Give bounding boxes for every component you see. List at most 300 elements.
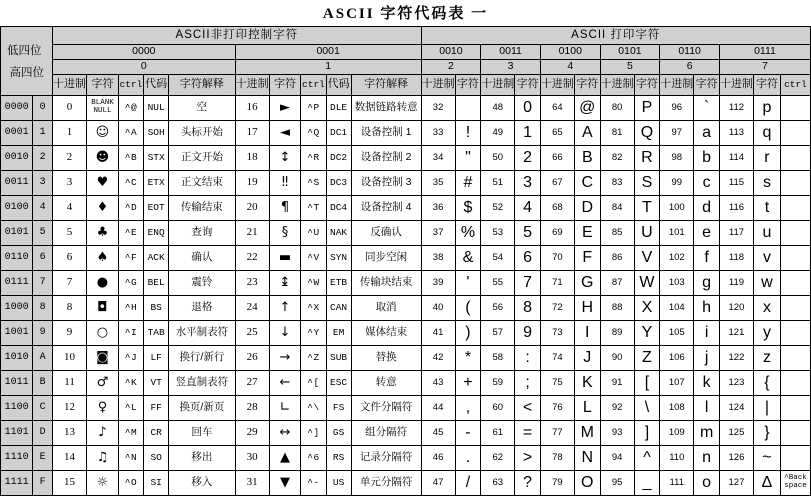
cell-desc-0: 空 [169,96,236,121]
cell-char-0: ◙ [87,346,119,371]
cell-char-5: S [634,171,660,196]
col-decimal-4: 十进制 [540,75,574,96]
cell-char-4: A [574,121,600,146]
table-row [1,471,811,496]
cell-decimal-5: 94 [600,446,634,471]
cell-desc-1: 设备控制 3 [351,171,421,196]
cell-decimal-2: 38 [421,246,455,271]
cell-char-2 [455,96,481,121]
table-row [1,271,811,296]
cell-char-6: g [694,271,720,296]
cell-char-6: d [694,196,720,221]
cell-char-4: @ [574,96,600,121]
row-binary-label: 0011 [1,171,33,196]
group-digit-6: 6 [660,60,720,75]
cell-char-7: u [753,221,780,246]
cell-char-0: ♀ [87,396,119,421]
row-binary-label: 1001 [1,321,33,346]
cell-decimal-0: 7 [53,271,87,296]
cell-desc-1: 替换 [351,346,421,371]
corner-cell [1,27,53,96]
group-binary-3: 0011 [481,45,541,60]
cell-char-5: U [634,221,660,246]
cell-char-0: ♦ [87,196,119,221]
cell-ctrl-0: ^J [118,346,143,371]
cell-decimal-1: 16 [235,96,269,121]
cell-decimal-3: 58 [481,346,515,371]
cell-char-7: ∆ [753,471,780,496]
cell-decimal-0: 4 [53,196,87,221]
high-bits-label: 高四位 [9,67,45,79]
group-binary-4: 0100 [540,45,600,60]
cell-ctrl-1: ^[ [301,371,326,396]
cell-decimal-5: 82 [600,146,634,171]
cell-decimal-0: 6 [53,246,87,271]
col-ctrl-7: ctrl [780,75,810,96]
cell-decimal-0: 8 [53,296,87,321]
ascii-code-table [0,26,811,496]
cell-decimal-7: 123 [719,371,753,396]
cell-ctrl-7 [780,221,810,246]
cell-code-1: NAK [326,221,351,246]
cell-desc-1: 文件分隔符 [351,396,421,421]
cell-decimal-1: 29 [235,421,269,446]
cell-char-1: → [269,346,301,371]
cell-char-5: Q [634,121,660,146]
cell-decimal-2: 36 [421,196,455,221]
cell-char-4: G [574,271,600,296]
cell-decimal-5: 95 [600,471,634,496]
cell-decimal-1: 17 [235,121,269,146]
cell-decimal-2: 39 [421,271,455,296]
cell-code-0: BEL [144,271,169,296]
cell-char-0: ☺ [87,121,119,146]
cell-decimal-6: 111 [660,471,694,496]
cell-decimal-4: 65 [540,121,574,146]
cell-decimal-3: 51 [481,171,515,196]
cell-char-3: 9 [515,321,541,346]
cell-code-1: US [326,471,351,496]
cell-char-0: ◘ [87,296,119,321]
cell-desc-1: 转意 [351,371,421,396]
cell-char-2: & [455,246,481,271]
row-hex-label: 1 [33,121,53,146]
cell-char-1: ↑ [269,296,301,321]
cell-ctrl-7 [780,296,810,321]
cell-decimal-7: 113 [719,121,753,146]
cell-desc-1: 设备控制 4 [351,196,421,221]
cell-decimal-0: 12 [53,396,87,421]
cell-char-2: , [455,396,481,421]
table-row [1,246,811,271]
cell-decimal-1: 18 [235,146,269,171]
cell-char-5: W [634,271,660,296]
cell-char-3: 7 [515,271,541,296]
cell-decimal-2: 42 [421,346,455,371]
cell-char-4: M [574,421,600,446]
cell-code-1: ETB [326,271,351,296]
cell-desc-0: 水平制表符 [169,321,236,346]
cell-decimal-5: 89 [600,321,634,346]
cell-char-6: m [694,421,720,446]
cell-desc-1: 反确认 [351,221,421,246]
cell-code-0: NUL [144,96,169,121]
col-char-6: 字符 [694,75,720,96]
cell-decimal-7: 127 [719,471,753,496]
cell-decimal-4: 66 [540,146,574,171]
cell-code-0: ETX [144,171,169,196]
row-hex-label: F [33,471,53,496]
cell-decimal-3: 48 [481,96,515,121]
cell-char-4: F [574,246,600,271]
cell-ctrl-0: ^K [118,371,143,396]
cell-decimal-1: 25 [235,321,269,346]
group-binary-2: 0010 [421,45,481,60]
cell-char-0: ♫ [87,446,119,471]
cell-decimal-1: 30 [235,446,269,471]
cell-decimal-5: 90 [600,346,634,371]
group-binary-1: 0001 [235,45,421,60]
row-binary-label: 0110 [1,246,33,271]
cell-char-1: ¶ [269,196,301,221]
cell-char-5: Z [634,346,660,371]
cell-desc-0: 移入 [169,471,236,496]
cell-ctrl-0: ^I [118,321,143,346]
cell-decimal-1: 20 [235,196,269,221]
cell-decimal-4: 71 [540,271,574,296]
cell-code-1: DC2 [326,146,351,171]
table-row [1,371,811,396]
cell-ctrl-0: ^D [118,196,143,221]
cell-decimal-3: 52 [481,196,515,221]
col-char-4: 字符 [574,75,600,96]
col-decimal-7: 十进制 [719,75,753,96]
cell-char-4: K [574,371,600,396]
table-row [1,96,811,121]
cell-char-0: ♠ [87,246,119,271]
cell-decimal-0: 2 [53,146,87,171]
row-binary-label: 1000 [1,296,33,321]
row-binary-label: 0100 [1,196,33,221]
cell-code-0: ENQ [144,221,169,246]
row-hex-label: 6 [33,246,53,271]
cell-desc-0: 确认 [169,246,236,271]
cell-decimal-2: 34 [421,146,455,171]
cell-char-1: ► [269,96,301,121]
cell-decimal-0: 15 [53,471,87,496]
cell-code-1: DLE [326,96,351,121]
cell-ctrl-0: ^C [118,171,143,196]
cell-decimal-4: 67 [540,171,574,196]
group-binary-row [1,45,811,60]
cell-decimal-2: 46 [421,446,455,471]
group-digit-1: 1 [235,60,421,75]
row-binary-label: 1100 [1,396,33,421]
cell-char-5: ^ [634,446,660,471]
cell-decimal-7: 120 [719,296,753,321]
group-binary-6: 0110 [660,45,720,60]
cell-char-2: + [455,371,481,396]
cell-ctrl-1: ^W [301,271,326,296]
cell-ctrl-0: ^@ [118,96,143,121]
cell-char-3: 5 [515,221,541,246]
cell-decimal-6: 97 [660,121,694,146]
cell-code-0: ACK [144,246,169,271]
row-hex-label: E [33,446,53,471]
section-nonprintable-label: ASCII非打印控制字符 [53,27,422,45]
cell-char-6: n [694,446,720,471]
cell-decimal-2: 37 [421,221,455,246]
col-decimal-3: 十进制 [481,75,515,96]
cell-char-4: I [574,321,600,346]
col-char-2: 字符 [455,75,481,96]
cell-ctrl-1: ^V [301,246,326,271]
cell-code-1: SYN [326,246,351,271]
group-digit-5: 5 [600,60,660,75]
group-digit-0: 0 [53,60,236,75]
cell-code-1: CAN [326,296,351,321]
cell-char-6: f [694,246,720,271]
cell-decimal-5: 83 [600,171,634,196]
cell-ctrl-1: ^] [301,421,326,446]
cell-decimal-4: 73 [540,321,574,346]
row-binary-label: 0001 [1,121,33,146]
cell-decimal-6: 103 [660,271,694,296]
cell-char-1: ↕ [269,146,301,171]
cell-desc-0: 震铃 [169,271,236,296]
group-digit-2: 2 [421,60,481,75]
cell-desc-0: 竖直制表符 [169,371,236,396]
cell-char-4: J [574,346,600,371]
cell-decimal-1: 21 [235,221,269,246]
cell-desc-1: 传输块结束 [351,271,421,296]
cell-char-7: w [753,271,780,296]
row-hex-label: 4 [33,196,53,221]
cell-char-3: 0 [515,96,541,121]
cell-decimal-4: 76 [540,396,574,421]
cell-decimal-1: 31 [235,471,269,496]
row-hex-label: B [33,371,53,396]
cell-char-7: q [753,121,780,146]
cell-char-4: O [574,471,600,496]
cell-decimal-0: 14 [53,446,87,471]
cell-decimal-5: 87 [600,271,634,296]
cell-decimal-5: 84 [600,196,634,221]
cell-decimal-2: 35 [421,171,455,196]
cell-code-1: RS [326,446,351,471]
cell-char-1: ‼ [269,171,301,196]
col-ctrl-1: ctrl [301,75,326,96]
cell-decimal-6: 109 [660,421,694,446]
cell-decimal-5: 85 [600,221,634,246]
cell-code-0: VT [144,371,169,396]
table-row [1,446,811,471]
col-ctrl-0: ctrl [118,75,143,96]
cell-char-2: . [455,446,481,471]
cell-decimal-7: 114 [719,146,753,171]
cell-desc-1: 取消 [351,296,421,321]
cell-char-6: h [694,296,720,321]
row-binary-label: 0101 [1,221,33,246]
cell-char-0: BLANK NULL [87,96,119,121]
table-row [1,146,811,171]
cell-decimal-3: 62 [481,446,515,471]
cell-code-0: SI [144,471,169,496]
cell-decimal-1: 27 [235,371,269,396]
cell-char-6: a [694,121,720,146]
cell-decimal-3: 53 [481,221,515,246]
cell-decimal-0: 1 [53,121,87,146]
cell-decimal-5: 86 [600,246,634,271]
cell-decimal-0: 13 [53,421,87,446]
cell-ctrl-7 [780,96,810,121]
cell-decimal-4: 79 [540,471,574,496]
cell-ctrl-7 [780,321,810,346]
cell-decimal-1: 19 [235,171,269,196]
cell-char-2: - [455,421,481,446]
cell-char-4: H [574,296,600,321]
cell-ctrl-0: ^E [118,221,143,246]
row-binary-label: 1111 [1,471,33,496]
cell-char-1: ↓ [269,321,301,346]
cell-ctrl-1: ^P [301,96,326,121]
cell-char-1: ▬ [269,246,301,271]
cell-decimal-3: 57 [481,321,515,346]
cell-decimal-3: 60 [481,396,515,421]
cell-char-5: Y [634,321,660,346]
cell-char-5: T [634,196,660,221]
row-hex-label: D [33,421,53,446]
cell-ctrl-7 [780,421,810,446]
cell-char-5: P [634,96,660,121]
cell-ctrl-0: ^L [118,396,143,421]
cell-char-2: ) [455,321,481,346]
low-bits-label: 低四位 [7,44,42,57]
cell-decimal-4: 72 [540,296,574,321]
cell-decimal-3: 63 [481,471,515,496]
cell-desc-1: 媒体结束 [351,321,421,346]
cell-decimal-3: 55 [481,271,515,296]
cell-code-1: GS [326,421,351,446]
cell-char-6: c [694,171,720,196]
cell-char-2: $ [455,196,481,221]
cell-desc-1: 单元分隔符 [351,471,421,496]
cell-code-1: ESC [326,371,351,396]
cell-decimal-3: 54 [481,246,515,271]
cell-desc-1: 记录分隔符 [351,446,421,471]
cell-char-3: ? [515,471,541,496]
cell-ctrl-7 [780,196,810,221]
cell-char-7: y [753,321,780,346]
cell-desc-0: 换行/新行 [169,346,236,371]
cell-char-3: 8 [515,296,541,321]
table-row [1,296,811,321]
cell-desc-0: 传输结束 [169,196,236,221]
cell-char-3: 6 [515,246,541,271]
cell-decimal-1: 28 [235,396,269,421]
cell-char-3: 4 [515,196,541,221]
row-hex-label: 3 [33,171,53,196]
row-hex-label: 8 [33,296,53,321]
group-digit-7: 7 [719,60,810,75]
cell-code-0: BS [144,296,169,321]
cell-char-3: : [515,346,541,371]
cell-decimal-7: 117 [719,221,753,246]
cell-ctrl-0: ^H [118,296,143,321]
cell-decimal-2: 47 [421,471,455,496]
group-binary-5: 0101 [600,45,660,60]
cell-decimal-6: 98 [660,146,694,171]
cell-char-1: ← [269,371,301,396]
cell-code-0: TAB [144,321,169,346]
cell-code-1: DC1 [326,121,351,146]
cell-desc-0: 退格 [169,296,236,321]
cell-decimal-6: 102 [660,246,694,271]
cell-code-0: EOT [144,196,169,221]
cell-ctrl-7 [780,121,810,146]
cell-decimal-7: 121 [719,321,753,346]
cell-char-1: ↔ [269,421,301,446]
cell-char-1: ▲ [269,446,301,471]
cell-ctrl-1: ^U [301,221,326,246]
cell-char-6: i [694,321,720,346]
cell-char-2: ' [455,271,481,296]
cell-char-5: V [634,246,660,271]
cell-code-0: CR [144,421,169,446]
cell-char-7: ~ [753,446,780,471]
cell-decimal-6: 96 [660,96,694,121]
group-digit-4: 4 [540,60,600,75]
col-code-1: 代码 [326,75,351,96]
cell-decimal-6: 105 [660,321,694,346]
cell-char-0: ♥ [87,171,119,196]
cell-char-3: > [515,446,541,471]
cell-char-1: § [269,221,301,246]
cell-code-0: SO [144,446,169,471]
cell-char-1: ◄ [269,121,301,146]
cell-decimal-7: 118 [719,246,753,271]
cell-char-4: D [574,196,600,221]
cell-char-7: s [753,171,780,196]
group-digit-3: 3 [481,60,541,75]
cell-desc-0: 正文开始 [169,146,236,171]
cell-ctrl-7 [780,396,810,421]
cell-char-1: ▼ [269,471,301,496]
cell-char-7: p [753,96,780,121]
row-hex-label: 0 [33,96,53,121]
cell-code-0: LF [144,346,169,371]
cell-char-6: b [694,146,720,171]
cell-ctrl-1: ^Z [301,346,326,371]
cell-char-5: \ [634,396,660,421]
cell-desc-1: 同步空闲 [351,246,421,271]
cell-char-3: 1 [515,121,541,146]
col-decimal-2: 十进制 [421,75,455,96]
cell-char-5: X [634,296,660,321]
cell-ctrl-0: ^F [118,246,143,271]
cell-decimal-6: 107 [660,371,694,396]
cell-code-0: FF [144,396,169,421]
row-binary-label: 0010 [1,146,33,171]
cell-decimal-7: 125 [719,421,753,446]
cell-char-4: C [574,171,600,196]
cell-decimal-7: 112 [719,96,753,121]
cell-decimal-4: 78 [540,446,574,471]
cell-decimal-4: 70 [540,246,574,271]
cell-decimal-5: 81 [600,121,634,146]
cell-decimal-7: 122 [719,346,753,371]
cell-decimal-2: 43 [421,371,455,396]
